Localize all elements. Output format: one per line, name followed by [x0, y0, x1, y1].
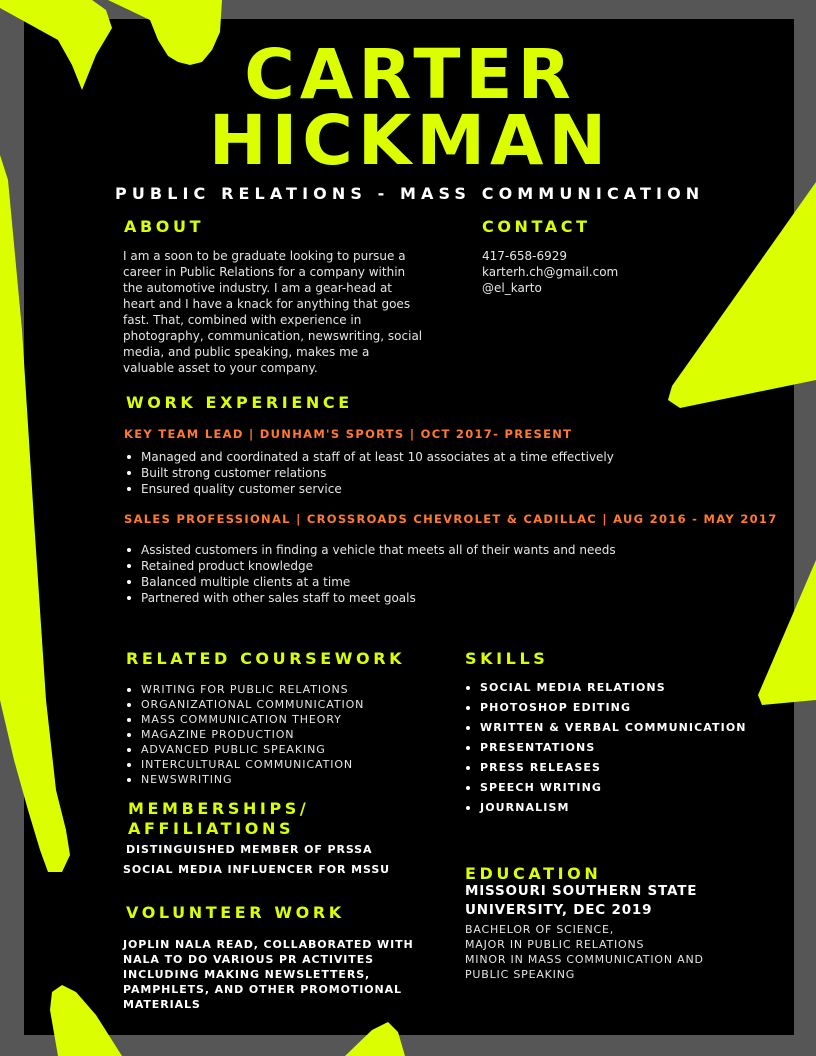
course-item: NEWSWRITING [124, 772, 444, 787]
name-last: HICKMAN [208, 101, 612, 181]
membership-item: DISTINGUISHED MEMBER OF PRSSA [126, 843, 373, 856]
skill-item: PRESENTATIONS [463, 738, 763, 758]
coursework-heading: RELATED COURSEWORK [126, 649, 406, 668]
left-spike-shape [0, 155, 70, 872]
job-2-bullet: Balanced multiple clients at a time [124, 574, 724, 590]
skills-list [463, 678, 763, 818]
contact-handle: @el_karto [482, 281, 542, 295]
course-item: ADVANCED PUBLIC SPEAKING [124, 742, 444, 757]
education-detail: BACHELOR OF SCIENCE, [465, 923, 615, 936]
bottom-left-shape [50, 985, 122, 1056]
skills-heading: SKILLS [465, 649, 549, 668]
course-item: MASS COMMUNICATION THEORY [124, 712, 444, 727]
membership-item: SOCIAL MEDIA INFLUENCER FOR MSSU [123, 863, 390, 876]
education-detail: MAJOR IN PUBLIC RELATIONS [465, 938, 645, 951]
job-bullets-2 [124, 542, 724, 606]
job-title-2: SALES PROFESSIONAL | CROSSROADS CHEVROLET & CADILLAC | AUG 2016 - MAY 2017 [124, 512, 778, 526]
contact-phone: 417-658-6929 [482, 249, 568, 263]
memberships-heading-line1: MEMBERSHIPS/ [128, 799, 310, 818]
education-detail: MINOR IN MASS COMMUNICATION AND [465, 953, 704, 966]
skill-item: SPEECH WRITING [463, 778, 763, 798]
education-school-line2: UNIVERSITY, DEC 2019 [465, 902, 653, 918]
course-item: WRITING FOR PUBLIC RELATIONS [124, 682, 444, 697]
volunteer-heading: VOLUNTEER WORK [126, 903, 345, 922]
about-heading: ABOUT [124, 217, 205, 236]
job-2-bullet: Retained product knowledge [124, 558, 724, 574]
volunteer-text: JOPLIN NALA READ, COLLABORATED WITH NALA TO DO VARIOUS PR ACTIVITES INCLUDING MAKING NEWSLETTERS, PAMPHLETS, AND OTHER PROMOTIONAL MATERIALS [123, 938, 414, 1011]
course-item: INTERCULTURAL COMMUNICATION [124, 757, 444, 772]
work-heading: WORK EXPERIENCE [126, 393, 353, 412]
memberships-heading-line2: AFFILIATIONS [128, 819, 295, 838]
right-triangle-shape [668, 182, 816, 408]
contact-heading: CONTACT [482, 217, 591, 236]
course-item: ORGANIZATIONAL COMMUNICATION [124, 697, 444, 712]
coursework-list [124, 682, 444, 787]
skill-item: PRESS RELEASES [463, 758, 763, 778]
skill-item: PHOTOSHOP EDITING [463, 698, 763, 718]
job-bullets-1 [124, 449, 724, 497]
education-heading: EDUCATION [465, 864, 602, 883]
skill-item: JOURNALISM [463, 798, 763, 818]
about-text: I am a soon to be graduate looking to pursue a career in Public Relations for a company within the automotive industry. I am a gear-head at heart and I have a knack for anything that goes fast. That, combined with experience in photography, communication, newswriting, social media, and public speaking, makes me a valuable asset to your company. [123, 249, 423, 375]
job-1-bullet: Built strong customer relations [124, 465, 724, 481]
name-first: CARTER [244, 35, 576, 115]
job-2-bullet: Assisted customers in finding a vehicle that meets all of their wants and needs [124, 542, 724, 558]
course-item: MAGAZINE PRODUCTION [124, 727, 444, 742]
job-1-bullet: Ensured quality customer service [124, 481, 724, 497]
job-1-bullet: Managed and coordinated a staff of at least 10 associates at a time effectively [124, 449, 724, 465]
skill-item: SOCIAL MEDIA RELATIONS [463, 678, 763, 698]
education-detail: PUBLIC SPEAKING [465, 968, 576, 981]
skill-item: WRITTEN & VERBAL COMMUNICATION [463, 718, 763, 738]
bottom-center-shape [345, 1022, 405, 1056]
job-title-1: KEY TEAM LEAD | DUNHAM'S SPORTS | OCT 2017- PRESENT [124, 427, 573, 441]
subtitle: PUBLIC RELATIONS - MASS COMMUNICATION [115, 184, 705, 203]
right-lower-triangle-shape [758, 560, 816, 705]
job-2-bullet: Partnered with other sales staff to meet goals [124, 590, 724, 606]
contact-email: karterh.ch@gmail.com [482, 265, 619, 279]
education-school-line1: MISSOURI SOUTHERN STATE [465, 883, 698, 899]
